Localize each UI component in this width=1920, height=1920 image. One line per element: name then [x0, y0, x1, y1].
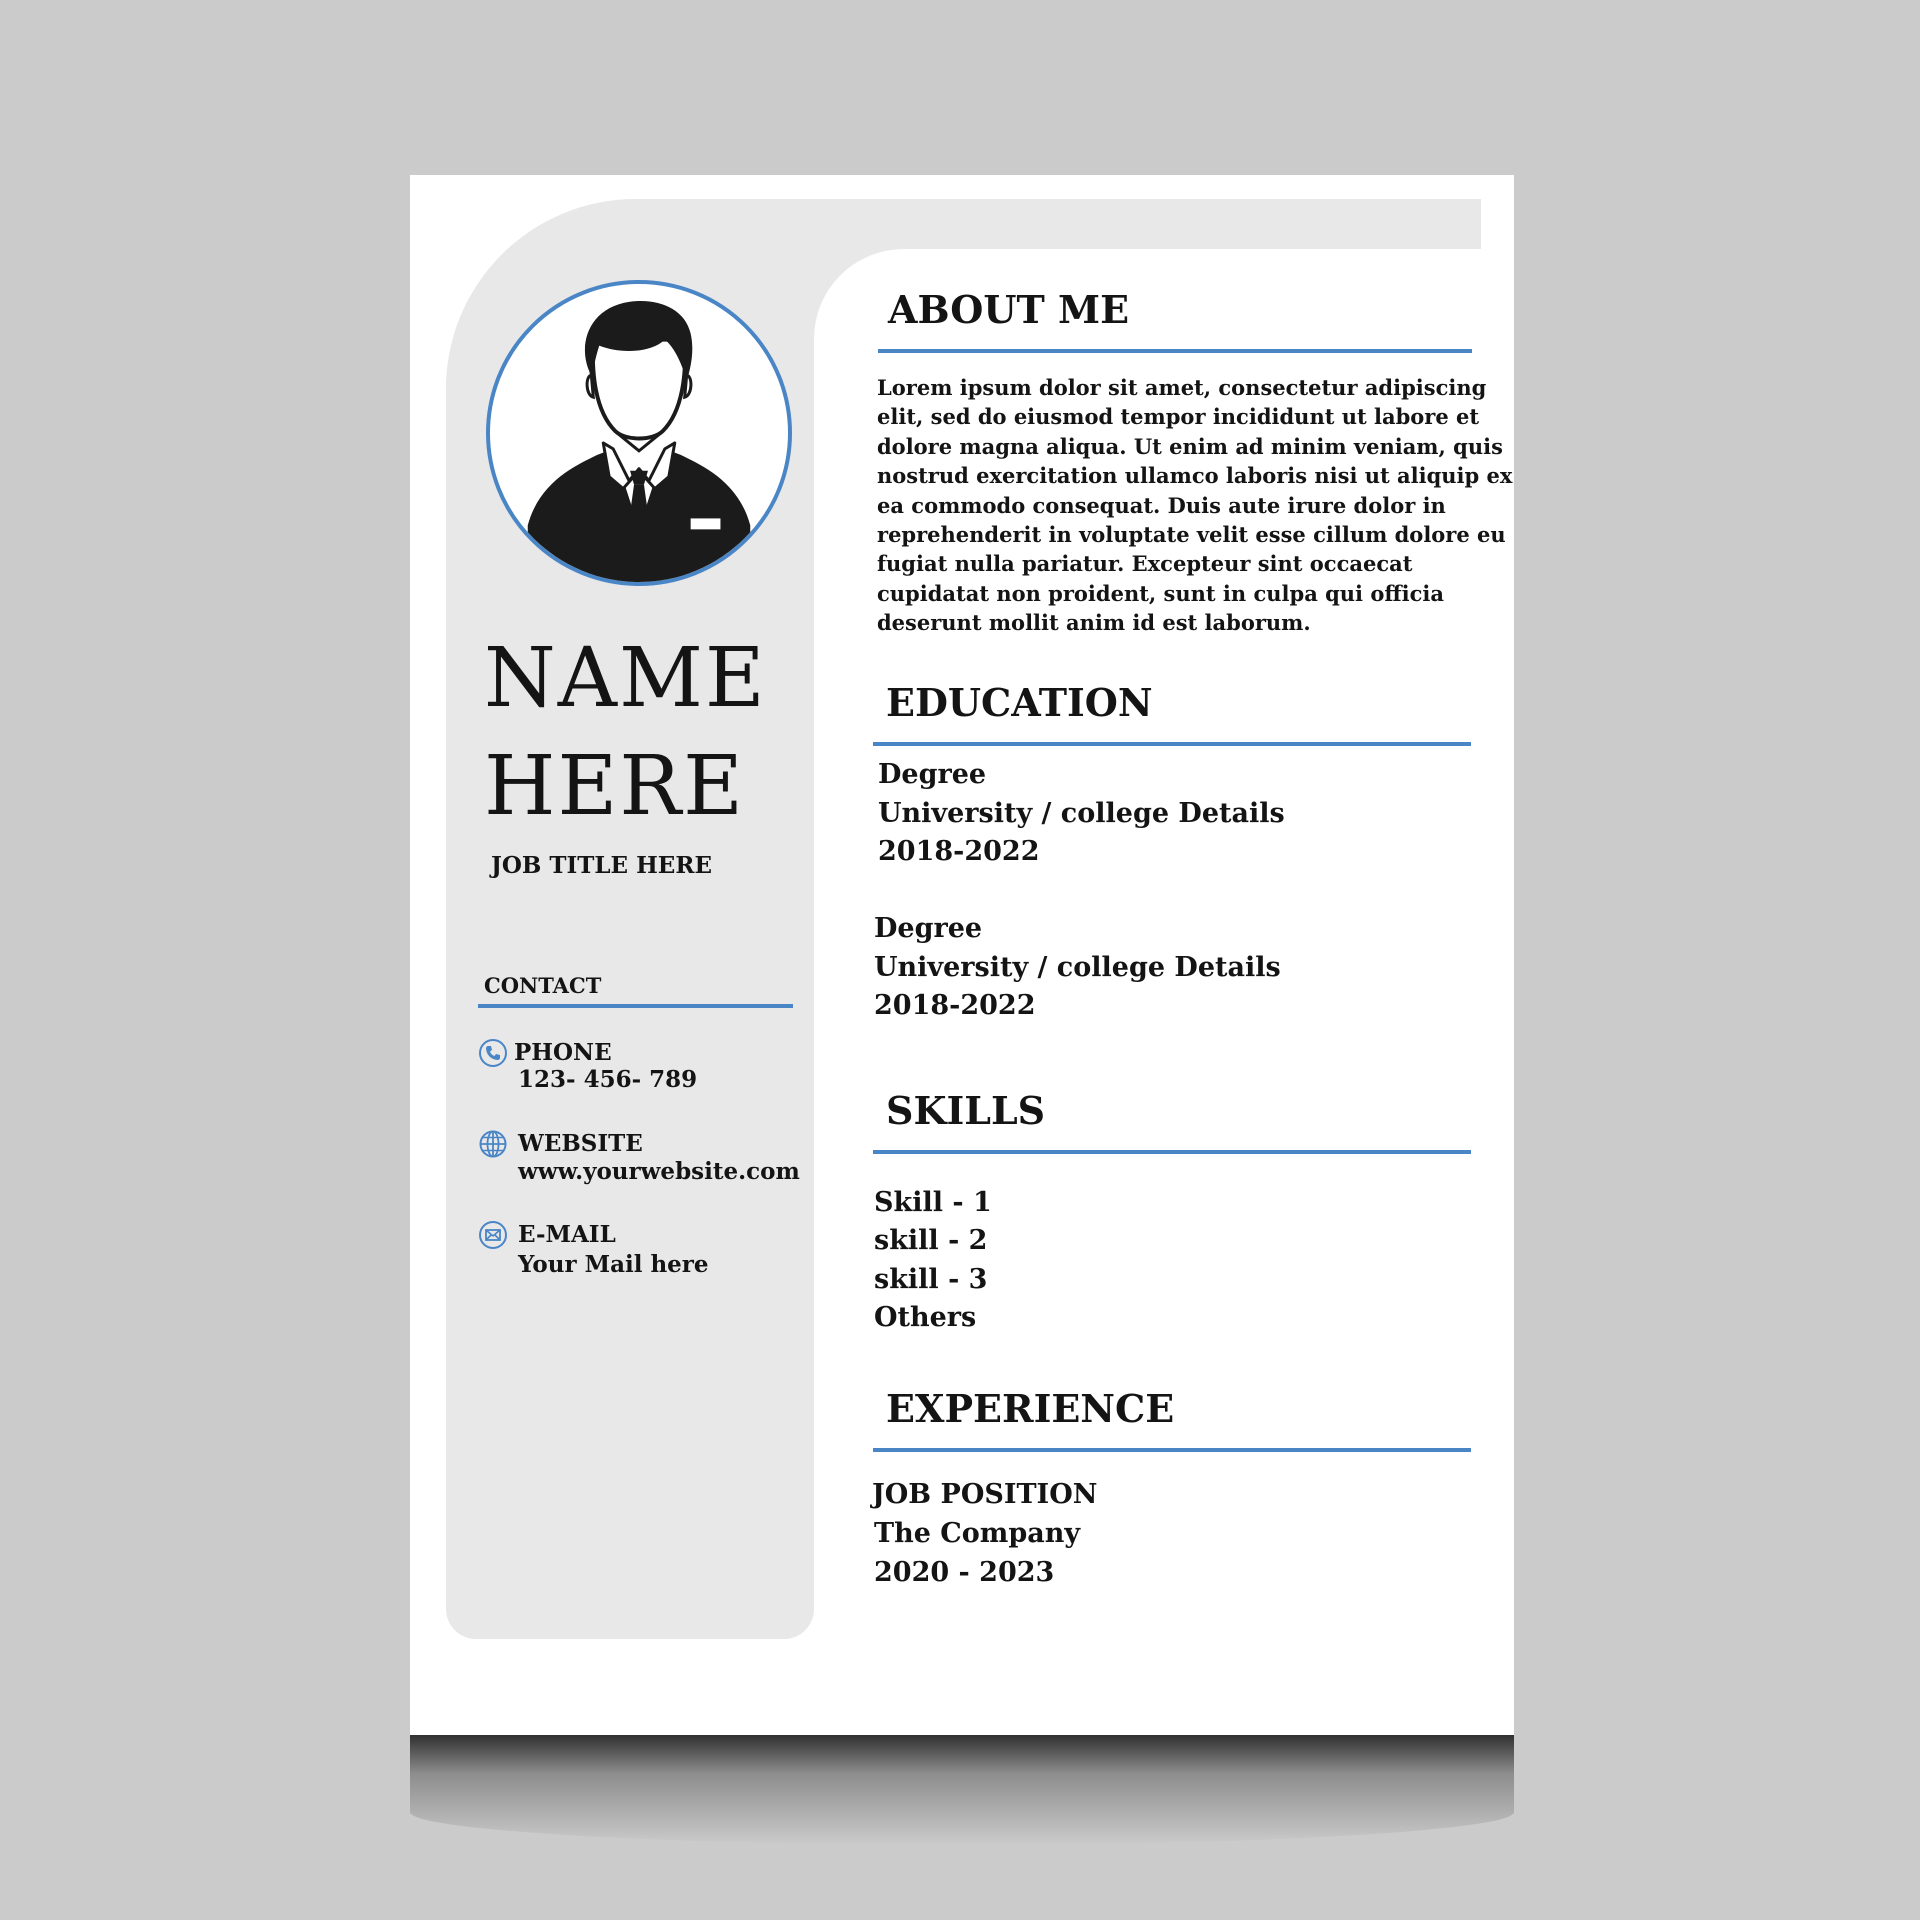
globe-icon — [478, 1129, 508, 1159]
experience-years: 2020 - 2023 — [874, 1557, 1055, 1588]
name-line-2: HERE — [484, 739, 745, 834]
job-title: JOB TITLE HERE — [491, 852, 712, 879]
education-years: 2018-2022 — [878, 836, 1040, 867]
envelope-icon — [478, 1220, 508, 1250]
email-label: E-MAIL — [518, 1221, 616, 1248]
contact-divider — [478, 1004, 793, 1008]
avatar — [486, 280, 792, 586]
person-silhouette-icon — [490, 284, 788, 582]
experience-position: JOB POSITION — [872, 1479, 1098, 1510]
website-label: WEBSITE — [518, 1130, 643, 1157]
education-divider — [873, 742, 1471, 746]
skills-divider — [873, 1150, 1471, 1154]
resume-page — [410, 175, 1514, 1735]
about-heading: ABOUT ME — [888, 287, 1130, 332]
email-value: Your Mail here — [518, 1251, 709, 1278]
experience-divider — [873, 1448, 1471, 1452]
phone-value: 123- 456- 789 — [518, 1066, 698, 1093]
education-institution: University / college Details — [878, 798, 1285, 829]
phone-icon — [478, 1038, 508, 1068]
page-shadow — [410, 1735, 1514, 1845]
about-text: Lorem ipsum dolor sit amet, consectetur adipiscing elit, sed do eiusmod tempor incididunt ut labore et dolore magna aliqua. Ut enim ad minim veniam, quis nostrud exercitation ullamco laboris nisi ut aliquip ex ea commodo consequat. Duis aute irure dolor in reprehenderit in voluptate velit esse cillum dolore eu fugiat nulla pariatur. Excepteur sint occaecat cupidatat non proident, sunt in culpa qui officia deserunt mollit anim id est laborum. — [877, 375, 1513, 636]
name-line-1: NAME — [484, 631, 767, 726]
skill-item: Skill - 1 — [874, 1187, 992, 1218]
education-degree: Degree — [878, 759, 987, 790]
skills-heading: SKILLS — [886, 1088, 1046, 1133]
education-institution: University / college Details — [874, 952, 1281, 983]
education-heading: EDUCATION — [886, 680, 1153, 725]
about-divider — [878, 349, 1472, 353]
website-value: www.yourwebsite.com — [518, 1158, 800, 1185]
education-years: 2018-2022 — [874, 990, 1036, 1021]
education-degree: Degree — [874, 913, 983, 944]
skill-item: Others — [874, 1302, 977, 1333]
contact-heading: CONTACT — [484, 973, 602, 998]
phone-label: PHONE — [514, 1039, 612, 1066]
experience-heading: EXPERIENCE — [886, 1386, 1175, 1431]
skill-item: skill - 3 — [874, 1264, 988, 1295]
skill-item: skill - 2 — [874, 1225, 988, 1256]
experience-company: The Company — [874, 1518, 1081, 1549]
